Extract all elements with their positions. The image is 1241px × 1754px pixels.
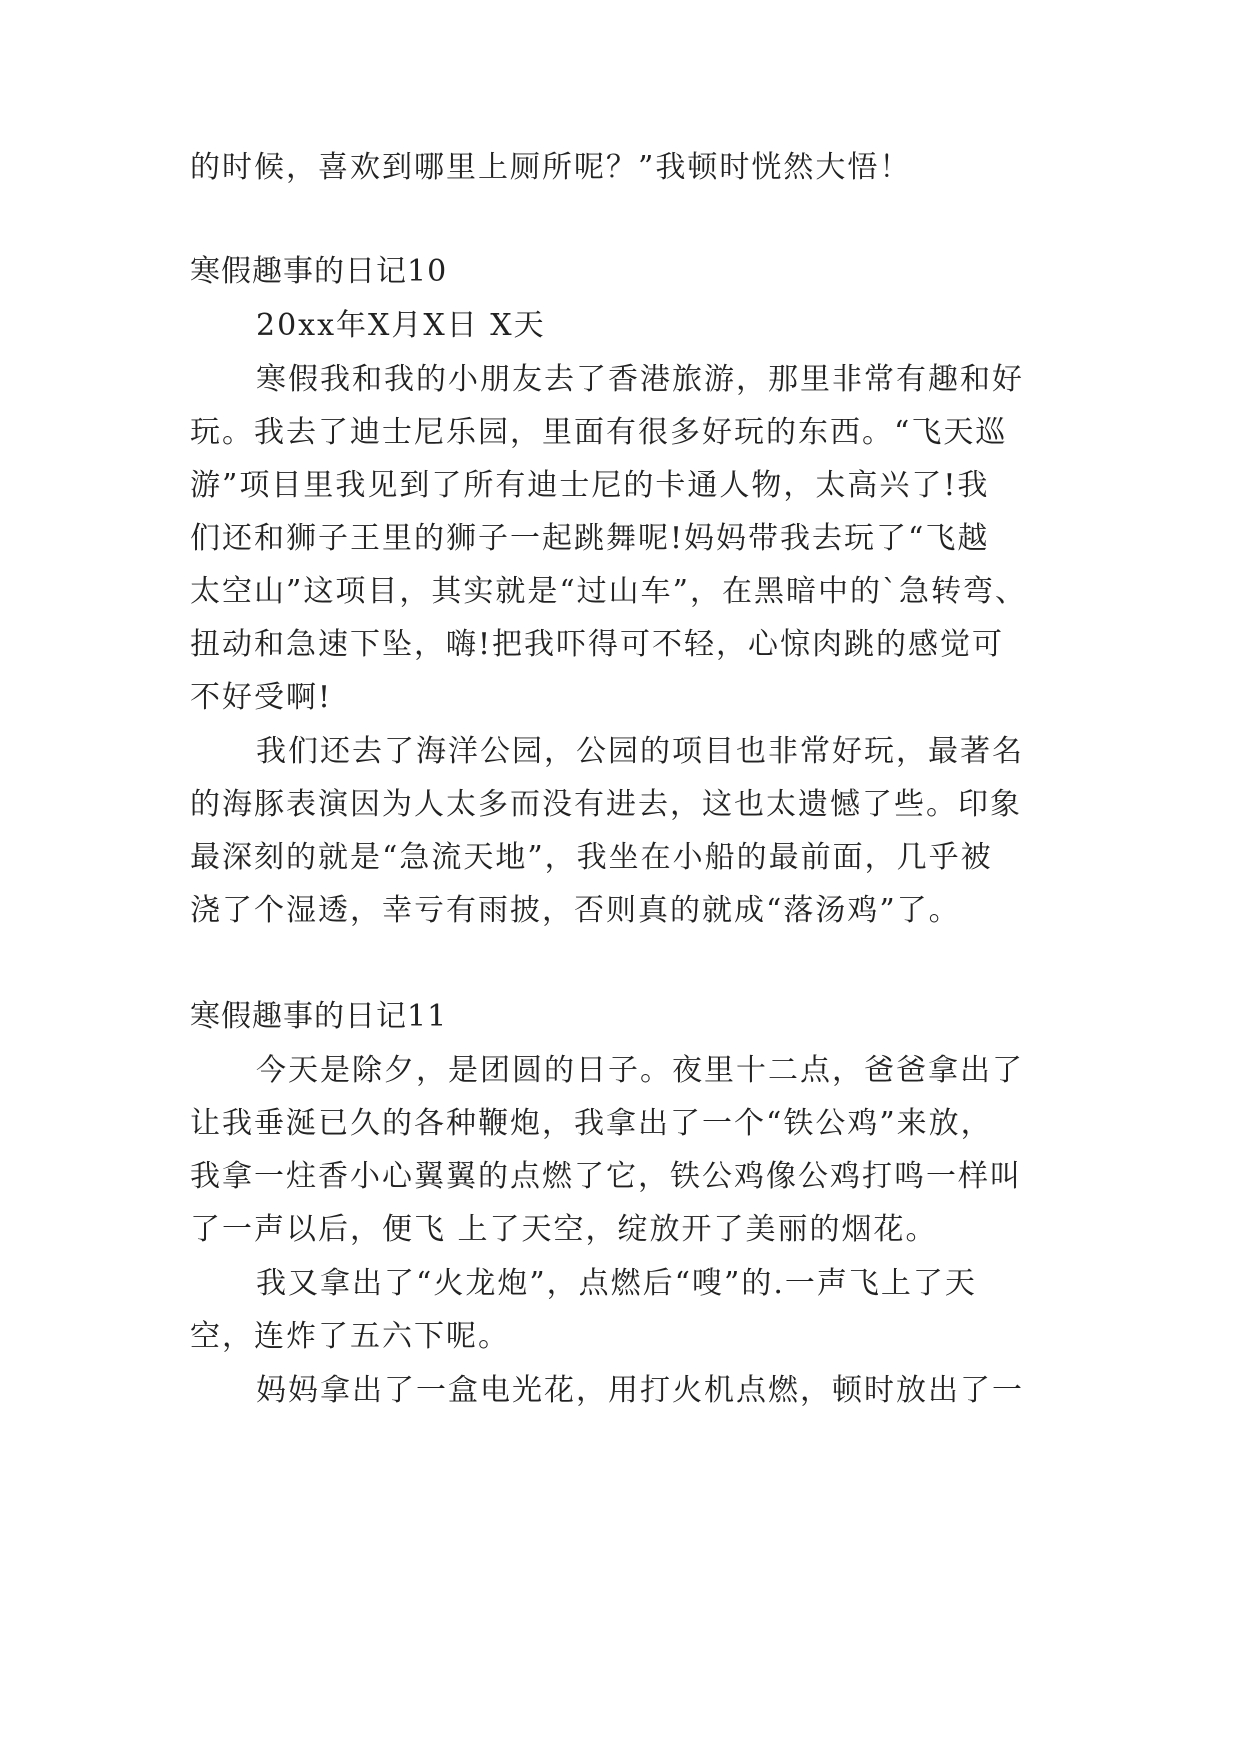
- diary-11-title: 寒假趣事的日记11: [190, 999, 448, 1034]
- paragraph-line: 寒假我和我的小朋友去了香港旅游，那里非常有趣和好: [256, 362, 1024, 397]
- paragraph-line: 妈妈拿出了一盒电光花，用打火机点燃，顿时放出了一: [256, 1373, 1024, 1408]
- diary-10-title: 寒假趣事的日记10: [190, 254, 448, 289]
- paragraph-line: 最深刻的就是“急流天地”，我坐在小船的最前面，几乎被: [190, 840, 993, 875]
- paragraph-line: 的海豚表演因为人太多而没有进去，这也太遗憾了些。印象: [190, 787, 1022, 822]
- paragraph-line: 我拿一炷香小心翼翼的点燃了它，铁公鸡像公鸡打鸣一样叫: [190, 1159, 1022, 1194]
- paragraph-line: 今天是除夕，是团圆的日子。夜里十二点，爸爸拿出了: [256, 1053, 1024, 1088]
- paragraph-line: 游”项目里我见到了所有迪士尼的卡通人物，太高兴了!我: [190, 468, 990, 503]
- paragraph-line: 扭动和急速下坠，嗨!把我吓得可不轻，心惊肉跳的感觉可: [190, 627, 1005, 662]
- paragraph-line: 空，连炸了五六下呢。: [190, 1319, 510, 1354]
- paragraph-line: 我们还去了海洋公园，公园的项目也非常好玩，最著名: [256, 734, 1024, 769]
- paragraph-line: 太空山”这项目，其实就是“过山车”，在黑暗中的`急转弯、: [190, 574, 1028, 609]
- paragraph-line: 玩。我去了迪士尼乐园，里面有很多好玩的东西。“飞天巡: [190, 415, 1008, 450]
- paragraph-line: 让我垂涎已久的各种鞭炮，我拿出了一个“铁公鸡”来放，: [190, 1106, 993, 1141]
- paragraph-line: 了一声以后，便飞 上了天空，绽放开了美丽的烟花。: [190, 1212, 938, 1247]
- paragraph-line: 浇了个湿透，幸亏有雨披，否则真的就成“落汤鸡”了。: [190, 893, 961, 928]
- paragraph-line: 我又拿出了“火龙炮”，点燃后“嗖”的.一声飞上了天: [256, 1266, 977, 1301]
- continued-paragraph-line: 的时候，喜欢到哪里上厕所呢？”我顿时恍然大悟！: [190, 150, 912, 185]
- paragraph-line: 不好受啊!: [190, 680, 333, 715]
- paragraph-line: 们还和狮子王里的狮子一起跳舞呢!妈妈带我去玩了“飞越: [190, 521, 990, 556]
- diary-10-date: 20xx年X月X日 X天: [256, 308, 546, 343]
